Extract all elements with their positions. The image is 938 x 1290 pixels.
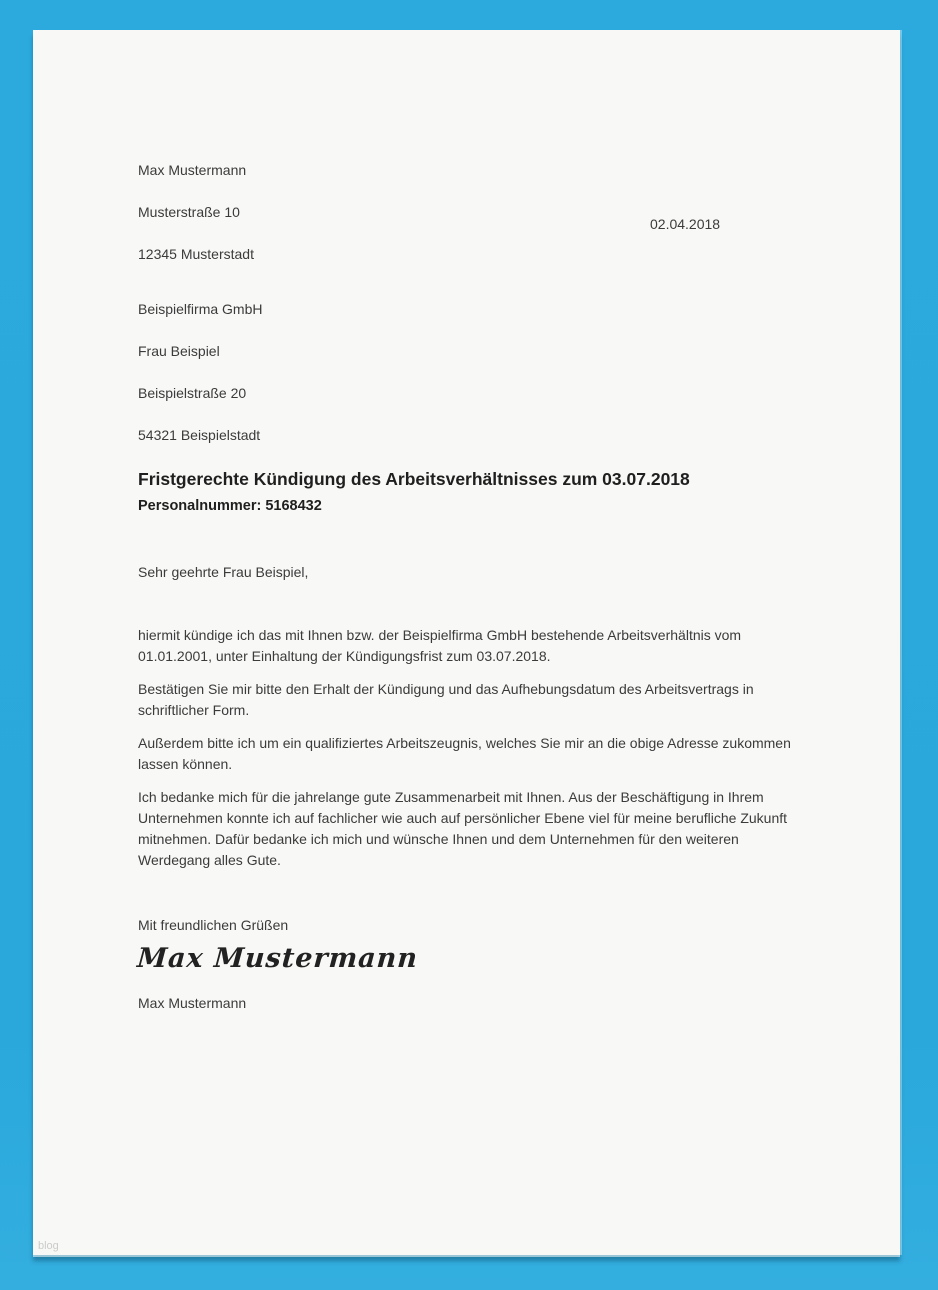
recipient-address-block	[138, 278, 262, 467]
closing-formula: Mit freundlichen Grüßen	[138, 917, 289, 933]
handwritten-signature: Max Mustermann	[136, 943, 420, 974]
recipient-street: Beispielstraße 20	[138, 385, 247, 401]
subject-line: Fristgerechte Kündigung des Arbeitsverhältnisses zum 03.07.2018	[138, 469, 690, 489]
recipient-company: Beispielfirma GmbH	[138, 301, 263, 317]
letter-page	[33, 30, 900, 1255]
typed-signature-name: Max Mustermann	[138, 995, 247, 1011]
body-paragraph-4: Ich bedanke mich für die jahrelange gute Zusammenarbeit mit Ihnen. Aus der Beschäftigung in Ihrem Unternehmen konnte ich auf fachlicher wie auch auf persönlicher Ebene viel für meine berufliche Zukunft mitnehmen. Dafür bedanke ich mich und wünsche Ihnen und dem Unternehmen für den weiteren Werdegang alles Gute.	[138, 789, 788, 868]
sender-city: 12345 Musterstadt	[138, 246, 254, 262]
sender-name: Max Mustermann	[138, 162, 247, 178]
body-paragraph-2: Bestätigen Sie mir bitte den Erhalt der Kündigung und das Aufhebungsdatum des Arbeitsvertrags in schriftlicher Form.	[138, 681, 754, 718]
letter-date: 02.04.2018	[650, 216, 721, 232]
recipient-contact: Frau Beispiel	[138, 343, 220, 359]
salutation: Sehr geehrte Frau Beispiel,	[138, 564, 309, 580]
sender-street: Musterstraße 10	[138, 204, 240, 220]
personnel-number: Personalnummer: 5168432	[138, 498, 322, 514]
body-paragraph-3: Außerdem bitte ich um ein qualifiziertes Arbeitszeugnis, welches Sie mir an die obige Adresse zukommen lassen können.	[138, 735, 791, 772]
recipient-city: 54321 Beispielstadt	[138, 427, 261, 443]
watermark-text: blog	[38, 1240, 59, 1252]
body-paragraph-1: hiermit kündige ich das mit Ihnen bzw. der Beispielfirma GmbH bestehende Arbeitsverhältnis vom 01.01.2001, unter Einhaltung der Kündigungsfrist zum 03.07.2018.	[138, 627, 742, 664]
sender-address-block	[138, 139, 254, 286]
